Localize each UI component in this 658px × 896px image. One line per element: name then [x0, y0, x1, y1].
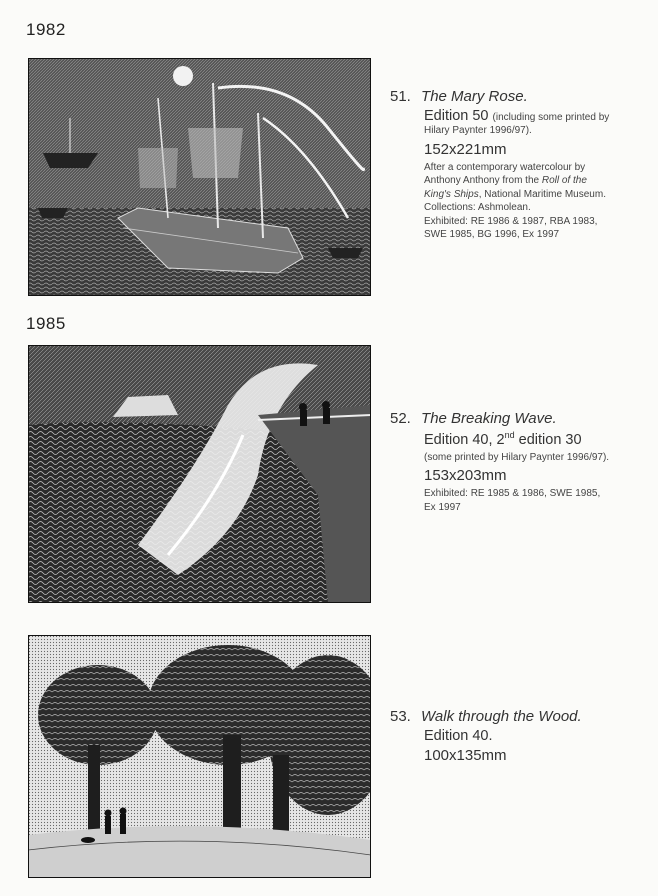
edition-text: Edition 50 [424, 108, 489, 124]
exhibited-line: SWE 1985, BG 1996, Ex 1997 [424, 229, 560, 240]
walk-through-wood-engraving [28, 635, 371, 878]
description-line [424, 174, 640, 188]
edition-text: Edition 40, 2 [424, 431, 505, 448]
entry-title: Walk through the Wood. [421, 708, 582, 725]
entry-edition [390, 430, 640, 448]
edition-text-rest: edition 30 [514, 431, 582, 448]
entry-number: 52. [390, 410, 411, 427]
entry-size: 152x221mm [424, 140, 507, 158]
edition-note-continued: Hilary Paynter 1996/97). [424, 125, 532, 136]
entry-size: 153x203mm [424, 467, 507, 485]
exhibited-line: Exhibited: RE 1985 & 1986, SWE 1985, [424, 488, 601, 500]
entry-size: 100x135mm [424, 747, 507, 764]
description-text: , National Maritime Museum. [478, 188, 606, 200]
entry-edition [390, 108, 640, 124]
entry-description [390, 161, 640, 242]
mary-rose-engraving [28, 58, 371, 296]
entry-number: 51. [390, 88, 411, 105]
edition-note: (including some printed by [492, 112, 610, 123]
edition-note: (some printed by Hilary Paynter 1996/97). [424, 451, 610, 463]
description-italic: Roll of the [541, 175, 587, 186]
breaking-wave-engraving [28, 345, 371, 603]
catalogue-entry-52 [390, 410, 640, 514]
description-text: Anthony Anthony from the [424, 175, 540, 186]
exhibited-line: Exhibited: RE 1986 & 1987, RBA 1983, [424, 215, 598, 227]
entry-number: 53. [390, 708, 411, 725]
entry-exhibited [390, 487, 640, 514]
entry-title: The Mary Rose. [421, 88, 528, 105]
year-heading-1982: 1982 [26, 20, 66, 39]
collections-line: Collections: Ashmolean. [424, 202, 531, 213]
exhibited-line: Ex 1997 [424, 501, 461, 513]
catalogue-entry-51 [390, 88, 640, 242]
catalogue-entry-53 [390, 708, 640, 764]
year-heading-1985: 1985 [26, 314, 66, 333]
entry-title: The Breaking Wave. [421, 410, 557, 427]
description-line: After a contemporary watercolour by [424, 161, 586, 173]
entry-edition: Edition 40. [424, 728, 493, 744]
description-line [424, 188, 640, 202]
description-italic: King's Ships [424, 188, 479, 200]
edition-superscript: nd [504, 430, 515, 440]
